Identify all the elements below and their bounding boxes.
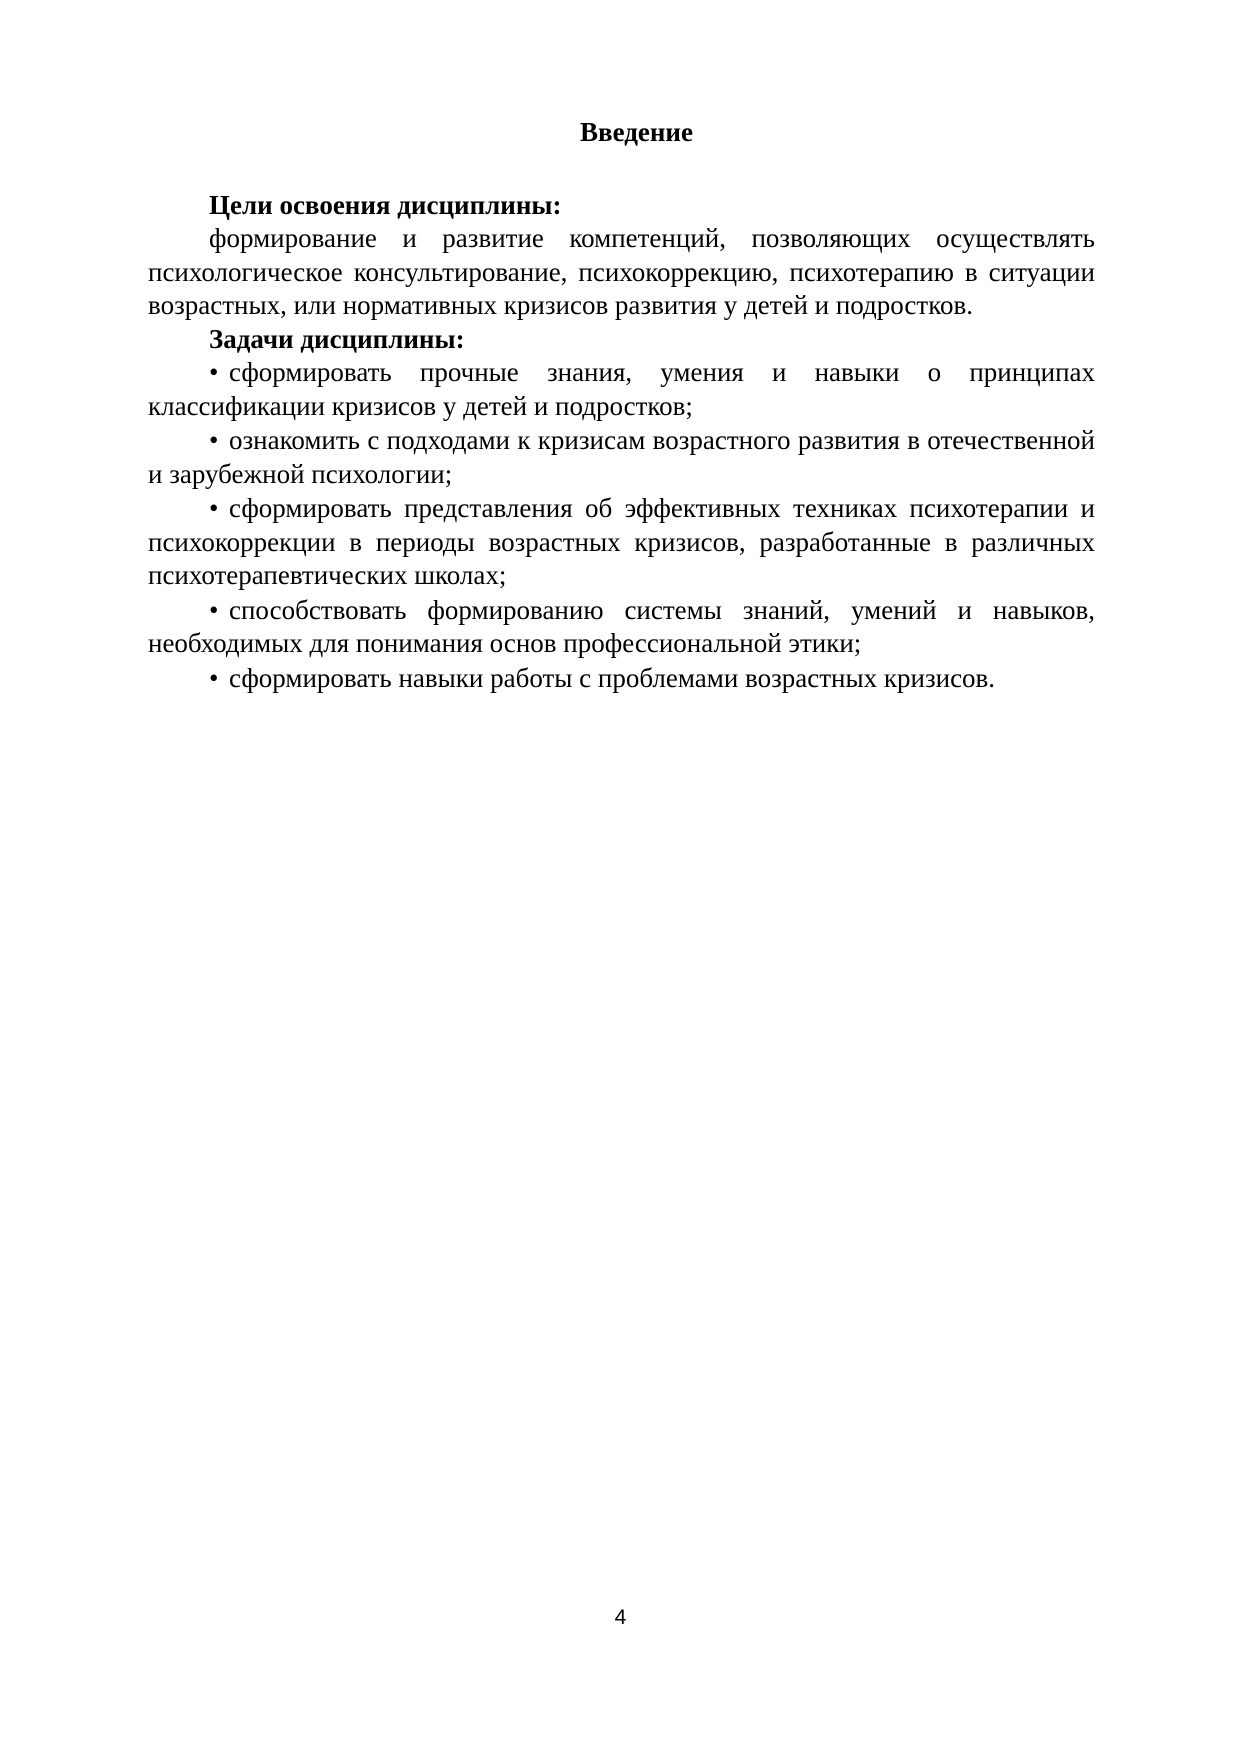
list-item <box>148 492 1095 593</box>
bullet-icon: • <box>209 662 219 693</box>
list-item-text: сформировать представления об эффективных техниках психотерапии и психокоррекции в периоды возрастных кризисов, разработанные в различных психотерапевтических школах; <box>148 493 1095 590</box>
list-item-text: ознакомить с подходами к кризисам возрастного развития в отечественной и зарубежной психологии; <box>148 425 1095 489</box>
goals-text: формирование и развитие компетенций, позволяющих осуществлять психологическое консультирование, психокоррекцию, психотерапию в ситуации возрастных, или нормативных кризисов развития у детей и подростков. <box>148 223 1095 320</box>
list-item <box>148 594 1095 661</box>
goals-title: Цели освоения дисциплины: <box>209 189 562 220</box>
list-item <box>148 424 1095 491</box>
list-item-text: способствовать формированию системы знаний, умений и навыков, необходимых для понимания основ профессиональной этики; <box>148 594 1095 658</box>
bullet-icon: • <box>209 493 219 523</box>
bullet-icon: • <box>209 357 219 387</box>
bullet-icon: • <box>209 425 219 455</box>
page-number: 4 <box>614 1606 627 1629</box>
list-item <box>148 356 1095 423</box>
list-item-text: сформировать навыки работы с проблемами возрастных кризисов. <box>229 662 996 693</box>
tasks-title: Задачи дисциплины: <box>209 323 465 354</box>
list-item-text: сформировать прочные знания, умения и навыки о принципах классификации кризисов у детей и подростков; <box>148 357 1095 421</box>
bullet-icon: • <box>209 594 219 625</box>
section-heading: Введение <box>580 117 693 147</box>
page-content <box>148 116 1095 696</box>
tasks-list <box>148 356 1095 695</box>
list-item <box>148 662 1095 696</box>
